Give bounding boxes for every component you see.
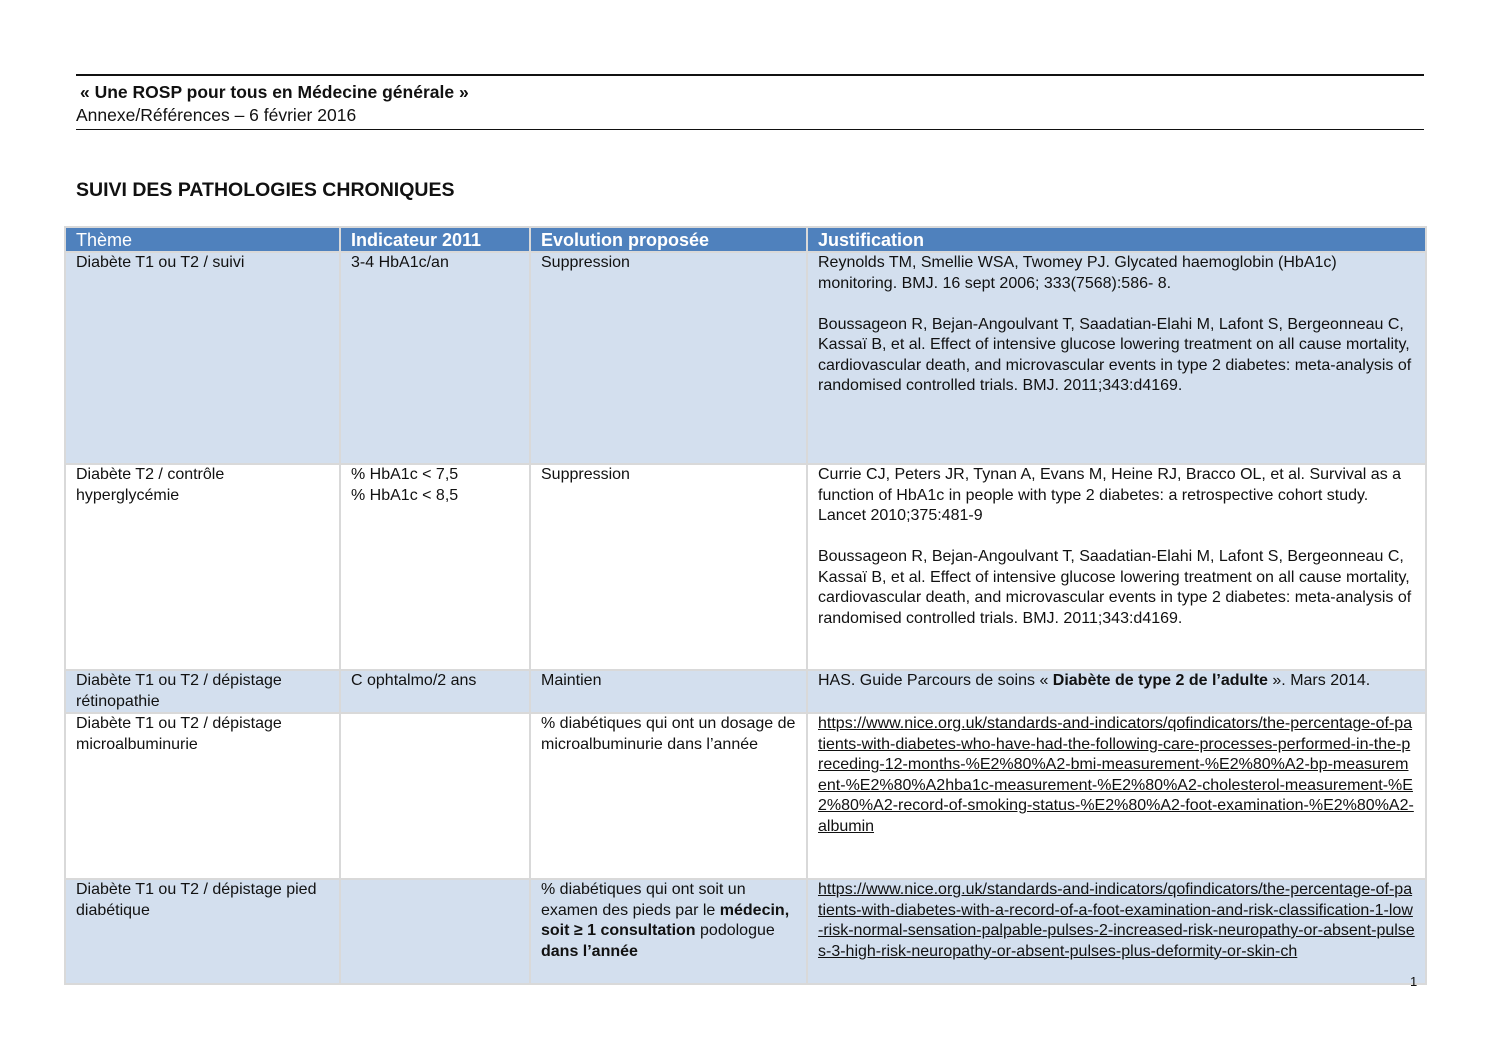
cell-indicator: C ophtalmo/2 ans	[340, 670, 530, 713]
cell-evolution	[530, 879, 807, 984]
column-header-indicator: Indicateur 2011	[340, 227, 530, 252]
column-header-evolution: Evolution proposée	[530, 227, 807, 252]
document-title: « Une ROSP pour tous en Médecine générale »	[80, 82, 469, 102]
column-header-theme: Thème	[65, 227, 340, 252]
cell-theme: Diabète T2 / contrôle hyperglycémie	[65, 464, 340, 670]
cell-justification	[807, 464, 1426, 670]
cell-theme: Diabète T1 ou T2 / suivi	[65, 252, 340, 464]
guide-title: Diabète de type 2 de l’adulte	[1052, 672, 1268, 689]
references-table	[64, 226, 1427, 985]
document-subtitle: Annexe/Références – 6 février 2016	[76, 105, 357, 125]
column-header-justification: Justification	[807, 227, 1426, 252]
reference-text: Boussageon R, Bejan-Angoulvant T, Saadatian-Elahi M, Lafont S, Bergeonneau C, Kassaï B, et al. Effect of intensive glucose lowering treatment on all cause mortality, cardiovascular death, and microvascular events in type 2 diabetes: meta-analysis of randomised controlled trials. BMJ. 2011;343:d4169.	[818, 548, 1412, 627]
cell-evolution: Suppression	[530, 464, 807, 670]
table-row	[65, 879, 1426, 984]
reference-text: Currie CJ, Peters JR, Tynan A, Evans M, Heine RJ, Bracco OL, et al. Survival as a function of HbA1c in people with type 2 diabetes: a retrospective cohort study. Lancet 2010;375:481-9	[818, 466, 1402, 524]
evolution-text: podologue	[695, 922, 775, 939]
cell-justification	[807, 252, 1426, 464]
nice-reference-link[interactable]: https://www.nice.org.uk/standards-and-indicators/qofindicators/the-percentage-of-patients-with-diabetes-with-a-record-of-a-foot-examination-and-risk-classification-1-low-risk-normal-sensation-palpable-pulses-2-increased-risk-neuropathy-or-absent-pulses-3-high-risk-neuropathy-or-absent-pulses-plus-deformity-or-skin-ch	[818, 881, 1415, 960]
cell-justification	[807, 713, 1426, 879]
cell-justification	[807, 879, 1426, 984]
table-row	[65, 464, 1426, 670]
cell-theme: Diabète T1 ou T2 / dépistage rétinopathie	[65, 670, 340, 713]
cell-justification	[807, 670, 1426, 713]
cell-evolution: Suppression	[530, 252, 807, 464]
cell-indicator	[340, 464, 530, 670]
reference-text: Reynolds TM, Smellie WSA, Twomey PJ. Glycated haemoglobin (HbA1c) monitoring. BMJ. 16 sept 2006; 333(7568):586‑ 8.	[818, 254, 1337, 292]
evolution-emphasis: médecin, soit ≥ 1 consultation	[541, 901, 790, 939]
table-header-row	[65, 227, 1426, 252]
cell-indicator	[340, 879, 530, 984]
reference-text: HAS. Guide Parcours de soins «	[818, 672, 1053, 689]
cell-indicator	[340, 713, 530, 879]
cell-evolution: Maintien	[530, 670, 807, 713]
cell-evolution: % diabétiques qui ont un dosage de microalbuminurie dans l’année	[530, 713, 807, 879]
table-row	[65, 252, 1426, 464]
cell-theme: Diabète T1 ou T2 / dépistage pied diabétique	[65, 879, 340, 984]
cell-indicator: 3-4 HbA1c/an	[340, 252, 530, 464]
reference-text: Boussageon R, Bejan-Angoulvant T, Saadatian-Elahi M, Lafont S, Bergeonneau C, Kassaï B, et al. Effect of intensive glucose lowering treatment on all cause mortality, cardiovascular death, and microvascular events in type 2 diabetes: meta-analysis of randomised controlled trials. BMJ. 2011;343:d4169.	[818, 315, 1412, 394]
indicator-line: % HbA1c < 8,5	[351, 486, 459, 504]
cell-theme: Diabète T1 ou T2 / dépistage microalbuminurie	[65, 713, 340, 879]
reference-text: ». Mars 2014.	[1267, 672, 1371, 689]
table-row	[65, 670, 1426, 713]
evolution-text: % diabétiques qui ont soit un examen des pieds par le	[541, 881, 746, 919]
nice-reference-link[interactable]: https://www.nice.org.uk/standards-and-indicators/qofindicators/the-percentage-of-patients-with-diabetes-who-have-had-the-following-care-processes-performed-in-the-preceding-12-months-%E2%80%A2-bmi-measurement-%E2%80%A2-bp-measurement-%E2%80%A2hba1c-measurement-%E2%80%A2-cholesterol-measurement-%E2%80%A2-record-of-smoking-status-%E2%80%A2-foot-examination-%E2%80%A2-albumin	[818, 715, 1414, 835]
indicator-line: % HbA1c < 7,5	[351, 466, 459, 483]
page-number: 1	[1410, 974, 1418, 989]
table-row	[65, 713, 1426, 879]
section-title: SUIVI DES PATHOLOGIES CHRONIQUES	[76, 179, 455, 201]
evolution-emphasis: dans l’année	[541, 942, 638, 960]
document-header	[76, 74, 1424, 130]
